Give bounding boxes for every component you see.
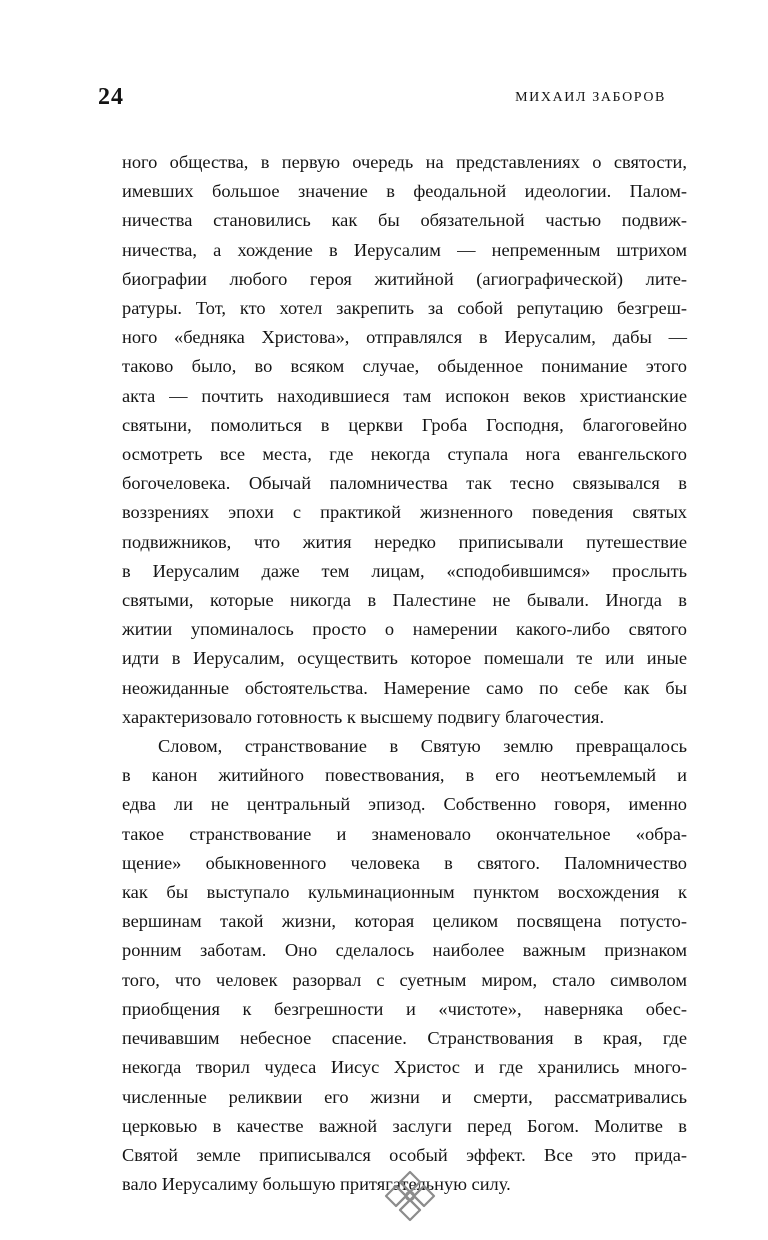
text-line: такое странствование и знаменовало окончательное «обра- <box>122 823 687 844</box>
text-line: приобщения к безгрешности и «чистоте», наверняка обес- <box>122 998 687 1019</box>
text-line: святыми, которые никогда в Палестине не бывали. Иногда в <box>122 590 687 611</box>
text-line: ничества становились как бы обязательной частью подвиж- <box>122 210 687 231</box>
text-line: неожиданные обстоятельства. Намерение само по себе как бы <box>122 677 687 698</box>
text-line: вало Иерусалиму большую притягательную силу. <box>122 1174 511 1195</box>
text-line: печивавшим небесное спасение. Странствования в края, где <box>122 1028 687 1049</box>
text-line: богочеловека. Обычай паломничества так тесно связывался в <box>122 473 687 494</box>
running-head-author: МИХАИЛ ЗАБОРОВ <box>515 90 666 105</box>
text-line: как бы выступало кульминационным пунктом восхождения к <box>122 882 687 903</box>
text-line: имевших большое значение в феодальной идеологии. Палом- <box>122 181 687 202</box>
text-line: едва ли не центральный эпизод. Собственно говоря, именно <box>122 794 687 815</box>
text-line: ного общества, в первую очередь на представлениях о святости, <box>122 152 687 172</box>
text-line: вершинам такой жизни, которая целиком посвящена потусто- <box>122 911 687 932</box>
text-line: численные реликвии его жизни и смерти, рассматривались <box>122 1086 687 1107</box>
text-line: в канон житийного повествования, в его неотъемлемый и <box>122 765 687 786</box>
celtic-knot-ornament-icon <box>382 1168 438 1224</box>
text-line: осмотреть все места, где некогда ступала нога евангельского <box>122 444 687 465</box>
text-line: щение» обыкновенного человека в святого. Паломничество <box>122 852 687 873</box>
text-line: характеризовало готовность к высшему подвигу благочестия. <box>122 706 605 727</box>
text-line: ронним заботам. Оно сделалось наиболее важным признаком <box>122 940 687 961</box>
text-line: святыни, помолиться в церкви Гроба Господня, благоговейно <box>122 414 687 435</box>
text-line: ратуры. Тот, кто хотел закрепить за собой репутацию безгреш- <box>122 298 687 319</box>
text-line: Словом, странствование в Святую землю превращалось <box>158 736 687 757</box>
text-line: таково было, во всяком случае, обыденное понимание этого <box>122 356 687 377</box>
text-line: акта — почтить находившиеся там испокон веков христианские <box>122 385 687 406</box>
text-line: того, что человек разорвал с суетным миром, стало символом <box>122 969 687 990</box>
paragraph-1 <box>122 148 687 732</box>
text-line: воззрениях эпохи с практикой жизненного поведения святых <box>122 502 687 523</box>
body-text <box>122 148 687 1199</box>
text-line: Святой земле приписывался особый эффект. Все это прида- <box>122 1144 687 1165</box>
text-line: подвижников, что жития нередко приписывали путешествие <box>122 531 687 552</box>
page-header <box>98 84 666 114</box>
text-line: некогда творил чудеса Иисус Христос и где хранились много- <box>122 1057 687 1078</box>
text-line: церковью в качестве важной заслуги перед Богом. Молитве в <box>122 1115 687 1136</box>
text-line: в Иерусалим даже тем лицам, «сподобившимся» прослыть <box>122 560 687 581</box>
text-line: житии упоминалось просто о намерении какого-либо святого <box>122 619 687 640</box>
text-line: ного «бедняка Христова», отправлялся в Иерусалим, дабы — <box>122 327 687 348</box>
text-line: биографии любого героя житийной (агиографической) лите- <box>122 268 687 289</box>
paragraph-2 <box>122 732 687 1199</box>
page-number: 24 <box>98 84 124 110</box>
text-line: идти в Иерусалим, осуществить которое помешали те или иные <box>122 648 687 669</box>
text-line: ничества, а хождение в Иерусалим — непременным штрихом <box>122 239 687 260</box>
